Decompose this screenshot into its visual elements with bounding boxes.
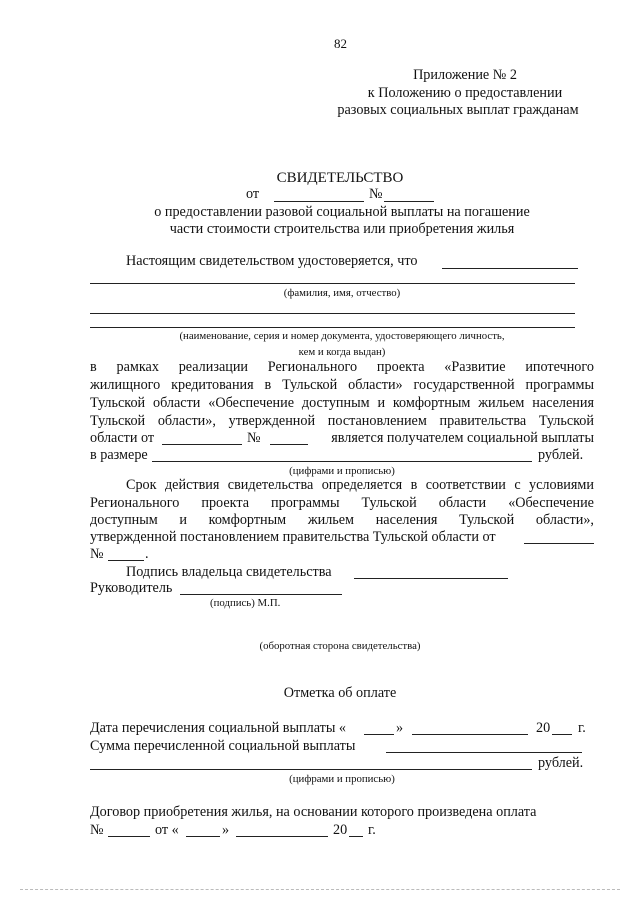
payment-sum-label: Сумма перечисленной социальной выплаты [90,738,356,754]
certify-text: Настоящим свидетельством удостоверяется, что [126,253,418,269]
term-line2-word: программы [271,495,340,511]
term-line3-word: жильем [307,512,355,528]
contract-year-blank-line [349,836,363,837]
name-blank-line [90,283,575,284]
doc-caption2: кем и когда выдан) [298,346,386,358]
contract-year-prefix: 20 [333,822,348,838]
body-line5-c: является получателем социальной выплаты [331,430,594,446]
term-line3-word: населения [375,512,438,528]
term-line3-word: и [179,512,188,528]
appendix-line1: Приложение № 2 [413,67,517,83]
doc-caption1: (наименование, серия и номер документа, удостоверяющего личность, [179,330,505,342]
payment-date-quote-close: » [396,720,404,736]
payment-title: Отметка об оплате [283,685,397,701]
head-signature-line [180,594,342,595]
payment-date-label: Дата перечисления социальной выплаты « [90,720,346,736]
contract-number-blank-line [108,836,150,837]
number-blank-line [384,201,434,202]
date-prefix: от [246,186,260,202]
body-line1-word: проекта [376,359,425,375]
appendix-line2: к Положению о предоставлении [367,85,563,101]
term-line2-word: «Обеспечение [508,495,594,511]
term-line3 [90,512,594,529]
term-line5: № [90,546,104,562]
payment-sum-blank-line2 [90,769,532,770]
certificate-subtitle1: о предоставлении разовой социальной выплаты на погашение [154,204,530,220]
body-line1-word: Регионального [267,359,358,375]
term-line3-word: Тульской [459,512,515,528]
appendix-line3: разовых социальных выплат гражданам [337,102,579,118]
payment-sum-blank-line [386,752,582,753]
body-line1-word: рамках [116,359,159,375]
term-line1: Срок действия свидетельства определяется в соответствии с условиями [126,477,594,493]
term-line2-word: проекта [201,495,249,511]
body-line1 [90,359,594,376]
certify-blank-line [442,268,578,269]
term-date-blank-line [524,543,594,544]
contract-quote-close: » [222,822,230,838]
body-line1-word: «Развитие [444,359,506,375]
payment-day-blank-line [364,734,394,735]
sign-caption: (подпись) М.П. [210,597,281,609]
certificate-title: СВИДЕТЕЛЬСТВО [276,170,404,186]
body-line1-word: ипотечного [525,359,594,375]
head-label: Руководитель [90,580,173,596]
payment-year-suffix: г. [578,720,586,736]
body-line6-b: рублей. [538,447,584,463]
contract-month-blank-line [236,836,328,837]
holder-signature-line [354,578,508,579]
payment-amount-caption: (цифрами и прописью) [289,773,395,785]
decree-number-blank-line [270,444,308,445]
amount-caption: (цифрами и прописью) [289,465,395,477]
payment-year-prefix: 20 [536,720,551,736]
holder-signature-label: Подпись владельца свидетельства [126,564,332,580]
body-line3: Тульской области «Обеспечение доступным и комфортным жильем населения [90,395,594,411]
reverse-side-caption: (оборотная сторона свидетельства) [259,640,421,652]
body-line1-word: в [90,359,97,375]
contract-day-blank-line [186,836,220,837]
name-caption: (фамилия, имя, отчество) [283,287,401,299]
doc-blank-line2 [90,327,575,328]
scan-edge-artifact [20,889,620,890]
doc-blank-line1 [90,313,575,314]
term-line4: утвержденной постановлением правительства Тульской области от [90,529,496,545]
term-number-blank-line [108,560,144,561]
body-line5-a: области от [90,430,155,446]
contract-no: № [90,822,104,838]
contract-year-suffix: г. [368,822,376,838]
term-line2-word: Тульской [361,495,417,511]
certificate-subtitle2: части стоимости строительства или приобретения жилья [169,221,515,237]
date-blank-line [274,201,364,202]
body-line1-word: реализации [178,359,249,375]
page-number: 82 [334,36,347,51]
contract-line1: Договор приобретения жилья, на основании которого произведена оплата [90,804,537,820]
term-line3-word: комфортным [208,512,287,528]
number-prefix: № [369,186,383,202]
term-line2 [90,495,594,512]
amount-blank-line [152,461,532,462]
term-line3-word: области», [535,512,594,528]
body-line5-b: № [247,430,261,446]
term-line2-word: Регионального [90,495,180,511]
body-line6-a: в размере [90,447,148,463]
contract-from: от « [155,822,179,838]
decree-date-blank-line [162,444,242,445]
term-line5-end: . [145,546,149,562]
term-line3-word: доступным [90,512,158,528]
body-line4: Тульской области», утвержденной постановлением правительства Тульской [90,413,594,429]
payment-year-blank-line [552,734,572,735]
payment-rubles: рублей. [538,755,584,771]
payment-month-blank-line [412,734,528,735]
term-line2-word: области [438,495,487,511]
body-line2: жилищного кредитования в Тульской области» государственной программы [90,377,594,393]
